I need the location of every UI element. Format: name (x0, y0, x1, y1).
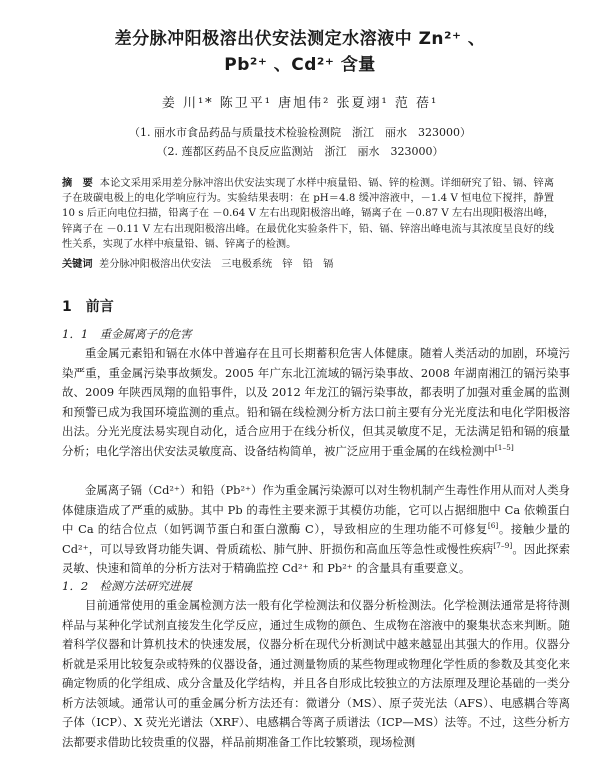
paragraph-2-text-c: 。因此探索灵敏、快速和简单的分析方法对于精确监控 Cd²⁺ 和 Pb²⁺ 的含量具有重要意义。 (62, 541, 570, 575)
subsection-heading-1-1: 1．1 重金属离子的危害 (62, 327, 192, 341)
paragraph-3: 目前通常使用的重金属检测方法一般有化学检测法和仪器分析检测法。化学检测法通常是将待测样品与某种化学试剂直接发生化学反应，通过生成物的颜色、生成物在溶液中的聚集状态来判断。随着科学仪器和计算机技术的快速发展，仪器分析在现代分析测试中越来越显出其强大的作用。仪器分析就是采用比较复杂或特殊的仪器设备，通过测量物质的某些物理或物理化学性质的参数及其变化来确定物质的化学组成、成分含量及化学结构，并且各自形成比较独立的方法原理及理论基础的一类分析方法领域。通常认可的重金属分析方法还有：微谱分（MS）、原子荧光法（AFS）、电感耦合等离子体（ICP）、X 荧光光谱法（XRF）、电感耦合等离子质谱法（ICP—MS）法等。不过，这些分析方法都要求借助比较贵重的仪器，样品前期准备工作比较繁琐，现场检测 (62, 598, 570, 749)
abstract-text: 本论文采用采用差分脉冲溶出伏安法实现了水样中痕量铅、镉、锌的检测。详细研究了铅、镉、锌离子在玻碳电极上的电化学响应行为。实验结果表明：在 pH＝4.8 缓冲溶液中，－1.4 V 恒电位下搅拌，静置 10 s 后正向电位扫描，铅离子在 －0.64 V 左右出现阳极溶出峰，镉离子在 －0.87 V 左右出现阳极溶出峰，锌离子在 －0.11 V 左右出现阳极溶出峰。在最优化实验条件下，铅、镉、锌溶出峰电流与其浓度呈良好的线性关系，实现了水样中痕量铅、镉、锌离子的检测。 (62, 178, 555, 250)
citation: [7–9] (493, 540, 513, 550)
paragraph-1 (62, 344, 570, 461)
citation: [1–5] (494, 442, 514, 452)
abstract-label: 摘 要 (62, 178, 93, 189)
affiliation-1: （1. 丽水市食品药品与质量技术检验检测院 浙江 丽水 323000） (129, 126, 471, 139)
title-line-2: Pb²⁺ 、Cd²⁺ 含量 (224, 55, 376, 75)
abstract (62, 176, 554, 252)
paragraph-2 (62, 481, 570, 579)
paper-title (40, 26, 560, 78)
keywords-text: 差分脉冲阳极溶出伏安法 三电极系统 锌 铅 镉 (99, 259, 334, 270)
paragraph-1-text: 重金属元素铅和镉在水体中普遍存在且可长期蓄积危害人体健康。随着人类活动的加剧，环境污染严重，重金属污染事故频发。2005 年广东北江流域的镉污染事故、2008 年湖南湘江的镉污染事故、2009 年陕西凤翔的血铅事件，以及 2012 年龙江的镉污染事故，都表明了加强对重金属的监测和预警已成为我国环境监测的重点。铅和镉在线检测分析方法口前主要有分光光度法和电化学阳极溶出法。分光光度法易实现自动化，适合应用于在线分析仪，但其灵敏度不足，无法满足铅和镉的痕量分析；电化学溶出伏安法灵敏度高、设备结构简单，被广泛应用于重金属的在线检测中 (62, 346, 570, 458)
keywords-label: 关键词 (62, 259, 93, 270)
section-heading-introduction: 1 前言 (62, 299, 114, 315)
affiliation-2: （2. 莲都区药品不良反应监测站 浙江 丽水 323000） (156, 145, 444, 158)
keywords (62, 255, 554, 270)
paragraph-2-text-b: 。接触少量的 Cd²⁺，可以导致肾功能失调、骨质疏松、肺气肿、肝损伤和高血压等急性或慢性疾病 (62, 522, 570, 556)
paragraph-2-text-a: 金属离子镉（Cd²⁺）和铅（Pb²⁺）作为重金属污染源可以对生物机制产生毒性作用从而对人类身体健康造成了严重的威胁。其中 Pb 的毒性主要来源于其模仿功能，它可以占据细胞中 Ca 依赖蛋白中 Ca 的结合位点（如钙调节蛋白和蛋白激酶 C），导致相应的生理功能不可修复 (62, 483, 570, 536)
author-list: 姜 川¹* 陈卫平¹ 唐旭伟² 张夏翊¹ 范 蓓¹ (161, 96, 439, 111)
citation: [6] (487, 521, 499, 531)
title-line-1: 差分脉冲阳极溶出伏安法测定水溶液中 Zn²⁺ 、 (114, 29, 486, 49)
subsection-heading-1-2: 1．2 检测方法研究进展 (62, 579, 192, 593)
